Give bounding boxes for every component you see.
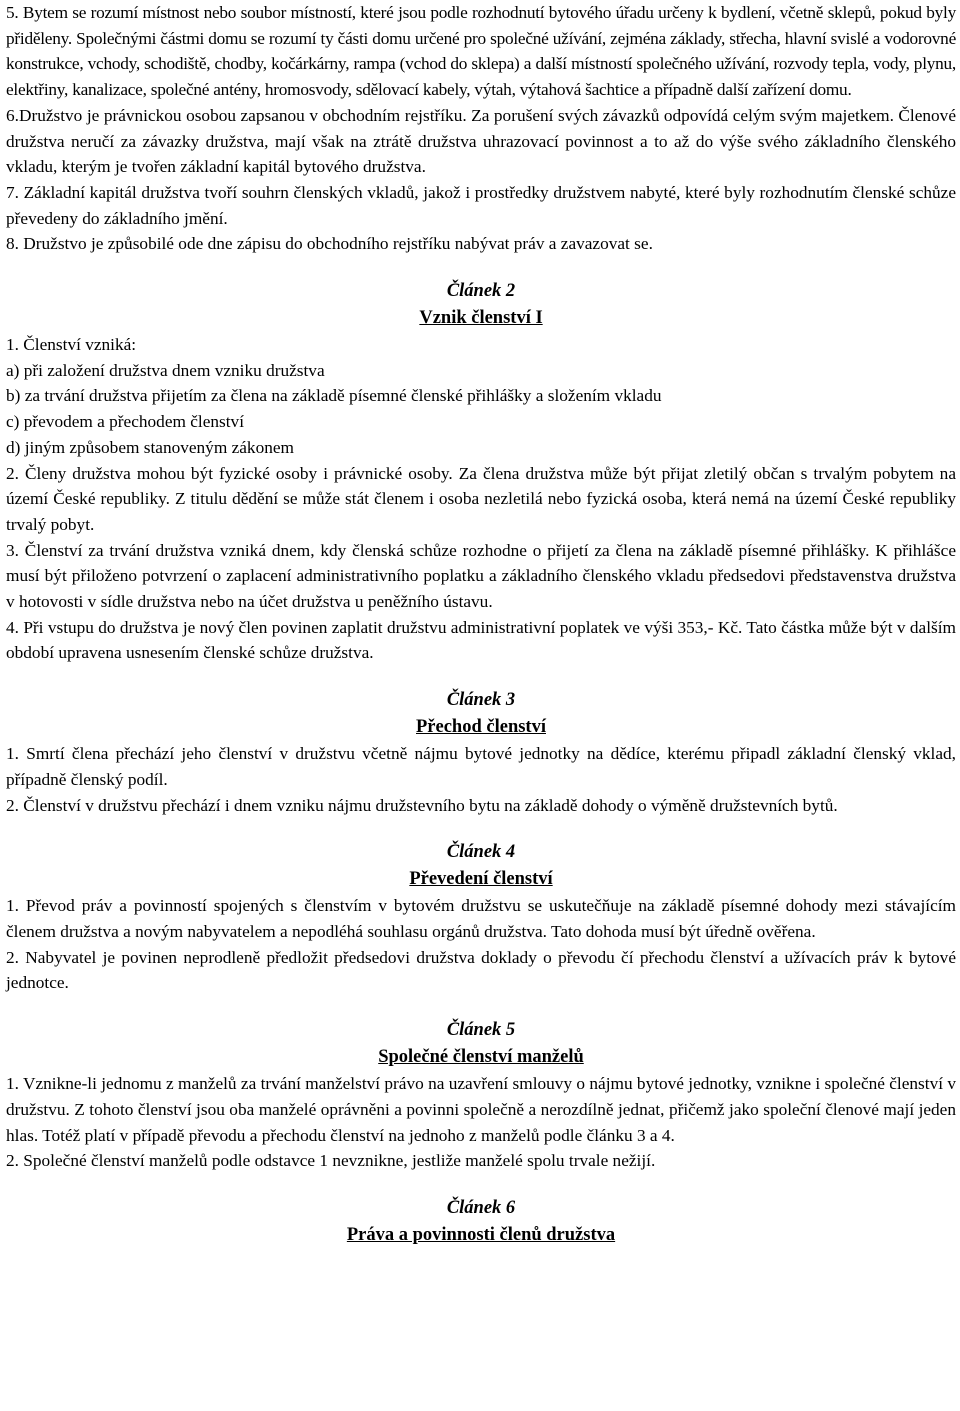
- article-2-title: Vznik členství I: [419, 308, 543, 329]
- art2-paragraph-4: 4. Při vstupu do družstva je nový člen povinen zaplatit družstvu administrativní poplatek ve výši 353,- Kč. Tato částka může být v dalším období upravena usnesením členské schůze družstva.: [6, 617, 956, 663]
- art2-paragraph-1: 1. Členství vzniká:: [6, 335, 137, 355]
- art4-paragraph-1: 1. Převod práv a povinností spojených s členstvím v bytovém družstvu se uskutečňuje na základě písemné dohody mezi stávajícím členem družstva a novým nabyvatelem a nepodléhá souhlasu orgánů družstva. Tato dohoda musí být úředně ověřena.: [6, 896, 956, 941]
- paragraph-7: 7. Základní kapitál družstva tvoří souhrn členských vkladů, jakož i prostředky družstvem nabyté, které byly rozhodnutím členské schůze převedeny do základního jmění.: [6, 182, 956, 228]
- article-6-title: Práva a povinnosti členů družstva: [346, 1224, 616, 1245]
- paragraph-5: 5. Bytem se rozumí místnost nebo soubor místností, které jsou podle rozhodnutí bytového úřadu určeny k bydlení, včetně sklepů, pokud byly přiděleny. Společnými částmi domu se rozumí ty části domu určené pro společné užívání, zejména základy, střecha, hlavní svislé a vodorovné konstrukce, vchody, schodiště, chodby, kočárkárny, rampa (vchod do sklepa) a další místností společného užívání, rozvody tepla, vody, plynu, elektřiny, kanalizace, společné antény, hromosvody, sdělovací kabely, výtah, výtahová šachtice a případně další zařízení domu.: [6, 3, 956, 100]
- article-3-number: Článek 3: [446, 690, 516, 711]
- article-2-number: Článek 2: [446, 281, 516, 302]
- article-4: [6, 839, 956, 996]
- art2-paragraph-3: 3. Členství za trvání družstva vzniká dnem, kdy členská schůze rozhodne o přijetí za člena na základě písemné přihlášky. K přihlášce musí být přiloženo potvrzení o zaplacení administrativního poplatku a základního členského vkladu předsedovi představenstva družstva v hotovosti v sídle družstva nebo na účet družstva u peněžního ústavu.: [6, 540, 956, 612]
- article-3-title: Přechod členství: [416, 717, 546, 738]
- article-2: [6, 278, 956, 666]
- paragraph-6: 6.Družstvo je právnickou osobou zapsanou v obchodním rejstříku. Za porušení svých závazků odpovídá celým svým majetkem. Členové družstva neručí za závazky družstva, mají však na ztrátě družstva uhrazovací povinnost a to až do výše svého základního členského vkladu, kterým je tvořen základní kapitál bytového družstva.: [6, 105, 956, 177]
- art3-paragraph-1: 1. Smrtí člena přechází jeho členství v družstvu včetně nájmu bytové jednotky na dědíce, kterému připadl základní členský vklad, případně členský podíl.: [6, 744, 956, 789]
- article-4-title: Převedení členství: [409, 869, 553, 890]
- document-page: [6, 0, 956, 1249]
- article-3: [6, 687, 956, 818]
- article-5-title: Společné členství manželů: [378, 1047, 584, 1068]
- art2-item-a: a) při založení družstva dnem vzniku družstva: [6, 360, 325, 380]
- article-5-number: Článek 5: [446, 1020, 516, 1041]
- paragraph-8: 8. Družstvo je způsobilé ode dne zápisu do obchodního rejstříku nabývat práv a zavazovat se.: [6, 234, 653, 254]
- art4-paragraph-2: 2. Nabyvatel je povinen neprodleně předložit předsedovi družstva doklady o převodu čí přechodu členství a užívacích práv k bytové jednotce.: [6, 947, 956, 993]
- article-6: [6, 1195, 956, 1249]
- art2-item-b: b) za trvání družstva přijetím za člena na základě písemné členské přihlášky a složením vkladu: [6, 386, 662, 406]
- art5-paragraph-1: 1. Vznikne-li jednomu z manželů za trvání manželství právo na uzavření smlouvy o nájmu bytové jednotky, vznikne i společné členství v družstvu. Z tohoto členství jsou oba manželé oprávněni a povinni společně a nerozdílně jednat, přičemž jako společní členové mají jeden hlas. Totéž platí v případě převodu a přechodu členství na jednoho z manželů podle článku 3 a 4.: [6, 1074, 956, 1145]
- article-6-number: Článek 6: [446, 1197, 516, 1218]
- art2-item-c: c) převodem a přechodem členství: [6, 412, 244, 432]
- art2-paragraph-2: 2. Členy družstva mohou být fyzické osoby i právnické osoby. Za člena družstva může být přijat zletilý občan s trvalým pobytem na území České republiky. Z titulu dědění se může stát členem i osoba nezletilá nebo fyzická osoba, která nemá na území České republiky trvalý pobyt.: [6, 463, 956, 534]
- article-5: [6, 1017, 956, 1174]
- art2-item-d: d) jiným způsobem stanoveným zákonem: [6, 437, 294, 457]
- art5-paragraph-2: 2. Společné členství manželů podle odstavce 1 nevznikne, jestliže manželé spolu trvale nežijí.: [6, 1151, 656, 1171]
- article-4-number: Článek 4: [446, 842, 516, 863]
- art3-paragraph-2: 2. Členství v družstvu přechází i dnem vzniku nájmu družstevního bytu na základě dohody o výměně družstevních bytů.: [6, 795, 838, 815]
- article-1-tail: [6, 0, 956, 257]
